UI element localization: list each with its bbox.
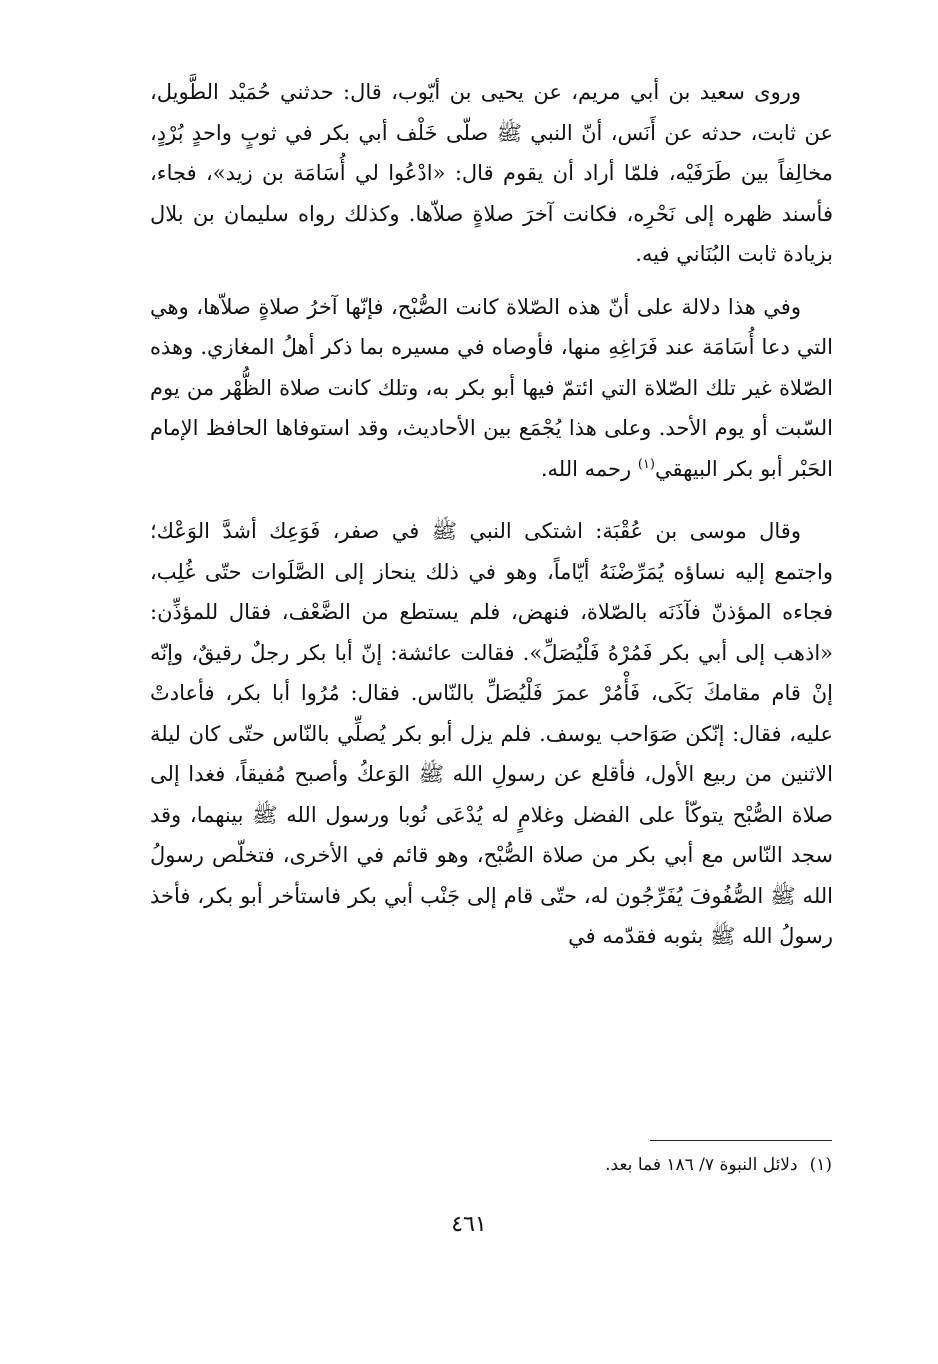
page-body bbox=[150, 72, 833, 957]
footnote bbox=[149, 1150, 832, 1180]
paragraph-2-text bbox=[150, 287, 833, 490]
paragraph-1 bbox=[150, 72, 833, 275]
page-number: ٤٦١ bbox=[451, 1212, 487, 1237]
footnote-divider bbox=[650, 1140, 832, 1141]
paragraph-3-text: وقال موسى بن عُقْبَة: اشتكى النبي ﷺ في صفر، فَوَعِك أشدَّ الوَعْك؛ واجتمع إليه نساؤه يُمَرِّضْنَهُ أيّاماً، وهو في ذلك ينحاز إلى الصَّلَوات حتّى غُلِب، فجاءه المؤذنّ فآذَنَه بالصّلاة، فنهض، فلم يستطع من الضَّعْف، فقال للمؤذِّن: «اذهب إلى أبي بكر فَمُرْهُ فَلْيُصَلِّ». فقالت عائشة: إنّ أبا بكر رجلٌ رقيقٌ، وإنّه إنْ قام مقامكَ بَكَى، فَأْمُرْ عمرَ فَلْيُصَلِّ بالنّاس. فقال: مُرُوا أبا بكر، فأعادتْ عليه، فقال: إنّكن صَوَاحب يوسف. فلم يزل أبو بكر يُصلِّي بالنّاس حتّى كان ليلة الاثنين من ربيع الأول، فأقلع عن رسولِ الله ﷺ الوَعكُ وأصبح مُفيقاً، فغدا إلى صلاة الصُّبْح يتوكّأ على الفضل وغلامٍ له يُدْعَى نُوبا ورسول الله ﷺ بينهما، وقد سجد النّاس مع أبي بكر من صلاة الصُّبْح، وهو قائم في الأخرى، فتخلّص رسولُ الله ﷺ الصُّفُوفَ يُفَرِّجُون له، حتّى قام إلى جَنْب أبي بكر فاستأخر أبو بكر، فأخذ رسولُ الله ﷺ بثوبه فقدّمه في bbox=[150, 519, 833, 948]
paragraph-2-text-after-ref: رحمه الله. bbox=[540, 456, 638, 481]
paragraph-3 bbox=[150, 511, 833, 957]
paragraph-1-text: وروى سعيد بن أبي مريم، عن يحيى بن أيّوب، قال: حدثني حُمَيْد الطَّويل، عن ثابت، حدثه عن أَنَس، أنّ النبي ﷺ صلّى خَلْف أبي بكر في ثوبٍ واحدٍ بُرْدٍ، مخالِفاً بين طَرَفَيْه، فلمّا أراد أن يقوم قال: «ادْعُوا لي أُسَامَة بن زيد»، فجاء، فأسند ظهره إلى نَحْرِه، فكانت آخرَ صلاةٍ صلاّها. وكذلك رواه سليمان بن بلال بزيادة ثابت البُنَاني فيه. bbox=[150, 80, 833, 266]
footnote-number: (١) bbox=[809, 1155, 832, 1175]
paragraph-2-text-before-ref: وفي هذا دلالة على أنّ هذه الصّلاة كانت الصُّبْح، فإنّها آخرُ صلاةٍ صلاّها، وهي التي دعا أُسَامَة عند فَرَاغِهِ منها، فأوصاه في مسيره بما ذكر أهلُ المغازي. وهذه الصّلاة غير تلك الصّلاة التي ائتمّ فيها أبو بكر به، وتلك كانت صلاة الظُّهْر من يوم السّبت أو يوم الأحد. وعلى هذا يُجْمَع بين الأحاديث، وقد استوفاها الحافظ الإمام الحَبْر أبو بكر البيهقي bbox=[150, 294, 833, 481]
footnote-text: دلائل النبوة ٧/ ١٨٦ فما بعد. bbox=[605, 1155, 798, 1175]
footnote-reference[interactable]: (١) bbox=[637, 456, 655, 472]
paragraph-2 bbox=[150, 287, 833, 490]
